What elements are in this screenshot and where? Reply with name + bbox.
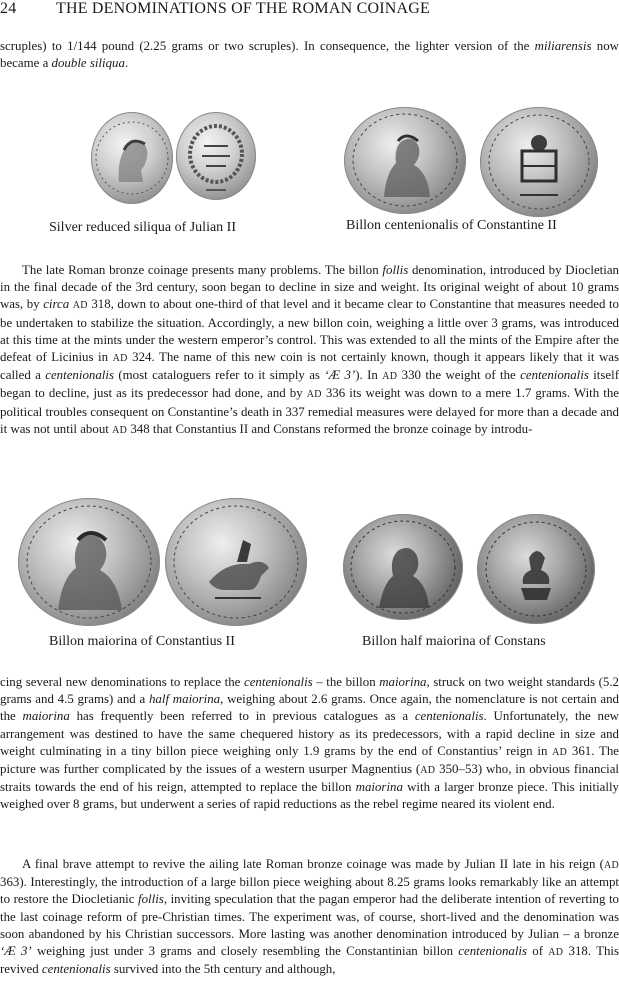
page-header [0, 0, 619, 22]
constans-bust-obverse-icon [343, 514, 463, 620]
paragraph-bronze-problems: The late Roman bronze coinage presents many problems. The billon follis denomination, introduced by Diocletian in the final decade of the 3rd century, soon began to decline in size and weight. Its original weight of about 10 grams was, by circa AD 318, down to about one-third of that level and it became clear to Constantine that measures needed to be undertaken to stabilize the situation. Accordingly, a new billon coin, weighing a little over 3 grams, was introduced at this time at the mints under the western emperor’s control. This was extended to all the mints of the Empire after the defeat of Licinius in AD 324. The name of this new coin is not certainly known, though it appears likely that it was called a centenionalis (most cataloguers refer to it simply as ‘Æ 3’). In AD 330 the weight of the centenionalis itself began to decline, just as its predecessor had done, and by AD 336 its weight was down to a mere 1.7 grams. With the political troubles consequent on Constantine’s death in 337 remedial measures were delayed for more than a decade and it was not until about AD 348 that Constantius II and Constans reformed the bronze coinage by introdu- [0, 263, 619, 436]
intro-paragraph: scruples) to 1/144 pound (2.25 grams or two scruples). In consequence, the lighter version of the miliarensis now became a double siliqua. [0, 39, 619, 71]
paragraph-new-denominations: cing several new denominations to replace the centenionalis – the billon maiorina, struck on two weight standards (5.2 grams and 4.5 grams) and a half maiorina, weighing about 2.6 grams. Once again, the nomenclature is not certain and the maiorina has frequently been referred to in previous catalogues as a centenionalis. Unfortunately, the new arrangement was destined to have the same chequered history as its predecessors, with a rapid decline in size and weight culminating in a tiny billon piece weighing only 1.9 grams by the end of Constantius’ reign in AD 361. The picture was further complicated by the issues of a western usurper Magnentius (AD 350–53) who, in obvious financial straits towards the end of his reign, attempted to replace the billon maiorina with a larger bronze piece. This initially weighed over 8 grams, but underwent a series of rapid reductions as the rebel regime neared its violent end. [0, 675, 619, 812]
caption-constantius-maiorina: Billon maiorina of Constantius II [49, 634, 235, 649]
constantius-bust-obverse-icon [18, 498, 160, 626]
horseman-reverse-icon [165, 498, 307, 626]
running-title: THE DENOMINATIONS OF THE ROMAN COINAGE [56, 0, 430, 17]
paragraph-julian-reform: A final brave attempt to revive the ailing late Roman bronze coinage was made by Julian II late in his reign (AD 363). Interestingly, the introduction of a large billon piece weighing about 8.25 grams looks remarkably like an attempt to restore the Diocletianic follis, inviting speculation that the pagan emperor had the deliberate intention of reverting to the last coinage reform of pre-Christian times. The experiment was, of course, short-lived and the denomination was soon abandoned by his Christian successors. More lasting was another denomination introduced by Julian – a bronze ‘Æ 3’ weighing just under 3 grams and closely resembling the Constantinian billon centenionalis of AD 318. This revived centenionalis survived into the 5th century and although, [0, 857, 619, 977]
caption-julian-siliqua: Silver reduced siliqua of Julian II [49, 220, 237, 235]
phoenix-reverse-icon [477, 514, 595, 624]
page-number: 24 [0, 0, 17, 17]
constantine-bust-obverse-icon [344, 107, 466, 214]
caption-constans-half-maiorina: Billon half maiorina of Constans [362, 634, 546, 649]
caption-constantine-centenionalis: Billon centenionalis of Constantine II [346, 218, 557, 233]
wreath-vota-reverse-icon [176, 112, 256, 200]
julian-portrait-obverse-icon [91, 112, 173, 204]
altar-globe-reverse-icon [480, 107, 598, 217]
